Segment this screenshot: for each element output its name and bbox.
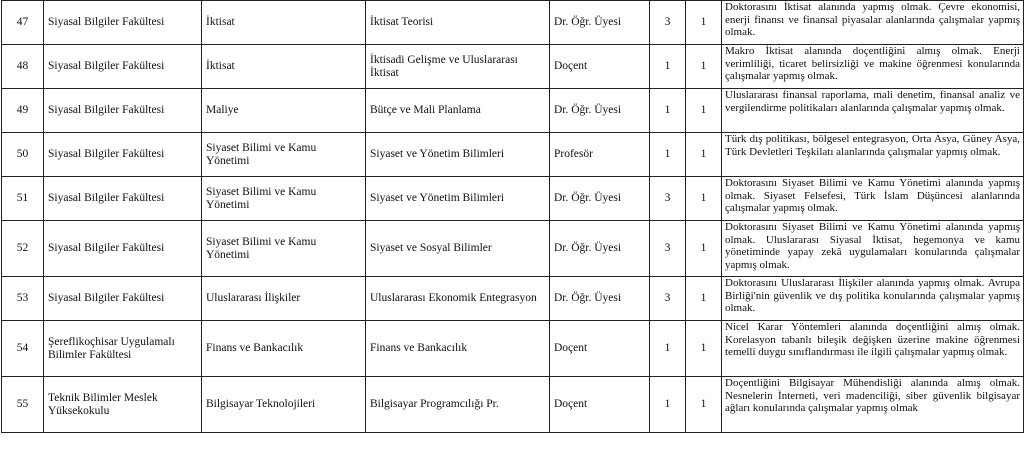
title-cell: Profesör — [550, 133, 650, 177]
quota-cell: 1 — [686, 377, 722, 433]
quota-cell: 1 — [686, 321, 722, 377]
department-cell: Siyaset Bilimi ve Kamu Yönetimi — [202, 133, 366, 177]
program-cell: Bütçe ve Mali Planlama — [366, 89, 550, 133]
department-cell: İktisat — [202, 1, 366, 45]
quota-cell: 1 — [686, 45, 722, 89]
count-cell: 3 — [650, 177, 686, 221]
count-cell: 3 — [650, 1, 686, 45]
table-row — [2, 321, 1024, 377]
row-number: 47 — [2, 1, 44, 45]
description-cell: Doktorasını Uluslararası İlişkiler alanında yapmış olmak. Avrupa Birliği'nin güvenlik ve dış politika konularında çalışmalar yapmış olmak. — [722, 277, 1024, 321]
table-row — [2, 221, 1024, 277]
title-cell: Dr. Öğr. Üyesi — [550, 89, 650, 133]
faculty-cell: Teknik Bilimler Meslek Yüksekokulu — [44, 377, 202, 433]
department-cell: Bilgisayar Teknolojileri — [202, 377, 366, 433]
program-cell: Finans ve Bankacılık — [366, 321, 550, 377]
title-cell: Dr. Öğr. Üyesi — [550, 221, 650, 277]
count-cell: 3 — [650, 221, 686, 277]
faculty-cell: Siyasal Bilgiler Fakültesi — [44, 1, 202, 45]
description-cell: Türk dış politikası, bölgesel entegrasyon, Orta Asya, Güney Asya, Türk Devletleri Teşkilatı alanlarında çalışmalar yapmış olmak. — [722, 133, 1024, 177]
count-cell: 1 — [650, 45, 686, 89]
faculty-cell: Siyasal Bilgiler Fakültesi — [44, 89, 202, 133]
description-cell: Uluslararası finansal raporlama, mali denetim, finansal analiz ve vergilendirme politikaları alanlarında çalışmalar yapmış olmak. — [722, 89, 1024, 133]
program-cell: Siyaset ve Yönetim Bilimleri — [366, 177, 550, 221]
table-row — [2, 177, 1024, 221]
row-number: 53 — [2, 277, 44, 321]
description-cell: Nicel Karar Yöntemleri alanında doçentliğini almış olmak. Korelasyon tabanlı bileşik değişken üzerine makine öğrenmesi temelli duygu sınıflandırması ile ilgili çalışmalar yapmış olmak. — [722, 321, 1024, 377]
program-cell: Uluslararası Ekonomik Entegrasyon — [366, 277, 550, 321]
table-row — [2, 377, 1024, 433]
department-cell: Uluslararası İlişkiler — [202, 277, 366, 321]
title-cell: Doçent — [550, 377, 650, 433]
title-cell: Doçent — [550, 321, 650, 377]
department-cell: Finans ve Bankacılık — [202, 321, 366, 377]
count-cell: 1 — [650, 133, 686, 177]
title-cell: Dr. Öğr. Üyesi — [550, 1, 650, 45]
description-cell: Doktorasını Siyaset Bilimi ve Kamu Yönetimi alanında yapmış olmak. Uluslararası Siyasal İktisat, hegemonya ve kamu yönetiminde yapay zekâ uygulamaları konularında çalışmalar yapmış olmak. — [722, 221, 1024, 277]
program-cell: İktisadi Gelişme ve Uluslararası İktisat — [366, 45, 550, 89]
row-number: 48 — [2, 45, 44, 89]
faculty-cell: Siyasal Bilgiler Fakültesi — [44, 277, 202, 321]
table-row — [2, 1, 1024, 45]
department-cell: Maliye — [202, 89, 366, 133]
quota-cell: 1 — [686, 277, 722, 321]
program-cell: İktisat Teorisi — [366, 1, 550, 45]
table-row — [2, 45, 1024, 89]
count-cell: 3 — [650, 277, 686, 321]
program-cell: Bilgisayar Programcılığı Pr. — [366, 377, 550, 433]
faculty-cell: Siyasal Bilgiler Fakültesi — [44, 133, 202, 177]
program-cell: Siyaset ve Yönetim Bilimleri — [366, 133, 550, 177]
title-cell: Doçent — [550, 45, 650, 89]
quota-cell: 1 — [686, 177, 722, 221]
quota-cell: 1 — [686, 221, 722, 277]
description-cell: Makro İktisat alanında doçentliğini almış olmak. Enerji verimliliği, ticaret belirsizliği ve makine öğrenmesi konularında çalışmalar yapmış olmak. — [722, 45, 1024, 89]
positions-table — [1, 0, 1024, 433]
table-row — [2, 89, 1024, 133]
quota-cell: 1 — [686, 133, 722, 177]
department-cell: Siyaset Bilimi ve Kamu Yönetimi — [202, 177, 366, 221]
count-cell: 1 — [650, 321, 686, 377]
description-cell: Doçentliğini Bilgisayar Mühendisliği alanında almış olmak. Nesnelerin İnterneti, veri madenciliği, siber güvenlik bilgisayar ağları konularında çalışmalar yapmış olmak — [722, 377, 1024, 433]
row-number: 49 — [2, 89, 44, 133]
title-cell: Dr. Öğr. Üyesi — [550, 277, 650, 321]
title-cell: Dr. Öğr. Üyesi — [550, 177, 650, 221]
faculty-cell: Siyasal Bilgiler Fakültesi — [44, 221, 202, 277]
count-cell: 1 — [650, 89, 686, 133]
count-cell: 1 — [650, 377, 686, 433]
program-cell: Siyaset ve Sosyal Bilimler — [366, 221, 550, 277]
row-number: 54 — [2, 321, 44, 377]
description-cell: Doktorasını Siyaset Bilimi ve Kamu Yönetimi alanında yapmış olmak. Siyaset Felsefesi, Türk İslam Düşüncesi alanlarında çalışmalar yapmış olmak. — [722, 177, 1024, 221]
description-cell: Doktorasını İktisat alanında yapmış olmak. Çevre ekonomisi, enerji finansı ve finansal piyasalar alanlarında çalışmalar yapmış olmak. — [722, 1, 1024, 45]
faculty-cell: Siyasal Bilgiler Fakültesi — [44, 177, 202, 221]
quota-cell: 1 — [686, 1, 722, 45]
table-row — [2, 277, 1024, 321]
row-number: 51 — [2, 177, 44, 221]
row-number: 55 — [2, 377, 44, 433]
faculty-cell: Şereflikoçhisar Uygulamalı Bilimler Fakültesi — [44, 321, 202, 377]
faculty-cell: Siyasal Bilgiler Fakültesi — [44, 45, 202, 89]
row-number: 50 — [2, 133, 44, 177]
department-cell: Siyaset Bilimi ve Kamu Yönetimi — [202, 221, 366, 277]
row-number: 52 — [2, 221, 44, 277]
table-row — [2, 133, 1024, 177]
quota-cell: 1 — [686, 89, 722, 133]
department-cell: İktisat — [202, 45, 366, 89]
